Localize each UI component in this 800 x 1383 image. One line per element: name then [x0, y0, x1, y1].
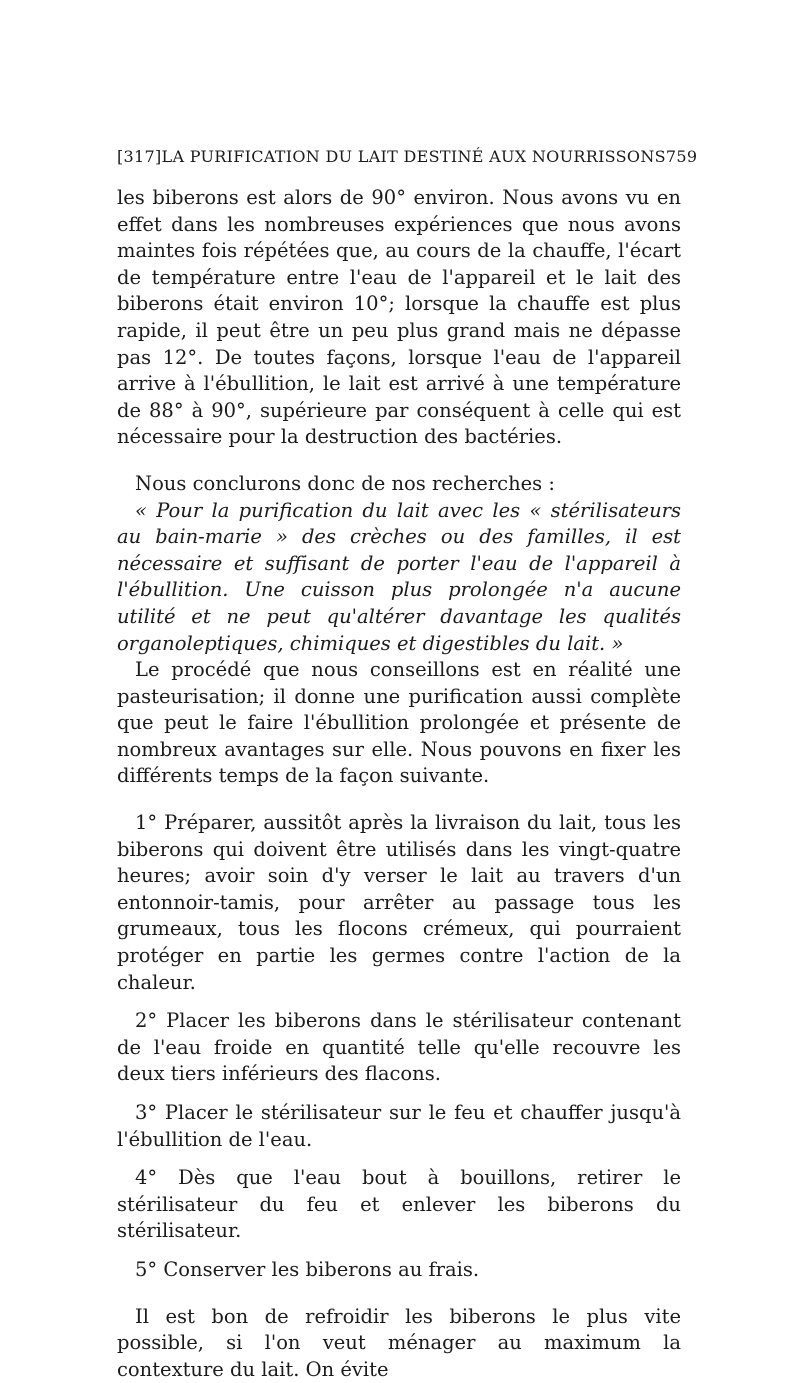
step-3: 3° Placer le stérilisateur sur le feu et chauffer jusqu'à l'ébullition de l'eau. [117, 1101, 681, 1151]
step-4: 4° Dès que l'eau bout à bouillons, retirer le stérilisateur du feu et enlever les biberons du stérilisateur. [117, 1166, 681, 1243]
paragraph-conclusion: Nous conclurons donc de nos recherches : [135, 471, 555, 495]
conclusion-quote: « Pour la purification du lait avec les « stérilisateurs au bain-marie » des crèches ou des familles, il est nécessaire et suffisant de porter l'eau de l'appareil à l'ébullition. Une cuisson plus prolongée n'a aucune utilité et ne peut qu'altérer davantage les qualités organoleptiques, chimiques et digestibles du lait. » [117, 498, 681, 655]
body-text [117, 185, 681, 1383]
page-ref: [317] [117, 147, 162, 166]
running-header [117, 147, 698, 166]
step-2: 2° Placer les biberons dans le stérilisateur contenant de l'eau froide en quantité telle qu'elle recouvre les deux tiers inférieurs des flacons. [117, 1009, 681, 1086]
step-5: 5° Conserver les biberons au frais. [135, 1257, 480, 1281]
running-title: LA PURIFICATION DU LAIT DESTINÉ AUX NOURRISSONS [161, 147, 666, 166]
paragraph-1: les biberons est alors de 90° environ. Nous avons vu en effet dans les nombreuses expériences que nous avons maintes fois répétées que, au cours de la chauffe, l'écart de température entre l'eau de l'appareil et le lait des biberons était environ 10°; lorsque la chauffe est plus rapide, il peut être un peu plus grand mais ne dépasse pas 12°. De toutes façons, lorsque l'eau de l'appareil arrive à l'ébullition, le lait est arrivé à une température de 88° à 90°, supérieure par conséquent à celle qui est nécessaire pour la destruction des bactéries. [117, 186, 681, 449]
paragraph-procedure: Le procédé que nous conseillons est en réalité une pasteurisation; il donne une purification aussi complète que peut le faire l'ébullition prolongée et présente de nombreux avantages sur elle. Nous pouvons en fixer les différents temps de la façon suivante. [117, 658, 681, 788]
page-number: 759 [665, 147, 698, 166]
paragraph-final: Il est bon de refroidir les biberons le plus vite possible, si l'on veut ménager au maximum la contexture du lait. On évite [117, 1304, 681, 1381]
step-1: 1° Préparer, aussitôt après la livraison du lait, tous les biberons qui doivent être utilisés dans les vingt-quatre heures; avoir soin d'y verser le lait au travers d'un entonnoir-tamis, pour arrêter au passage tous les grumeaux, tous les flocons crémeux, qui pourraient protéger en partie les germes contre l'action de la chaleur. [117, 811, 681, 994]
